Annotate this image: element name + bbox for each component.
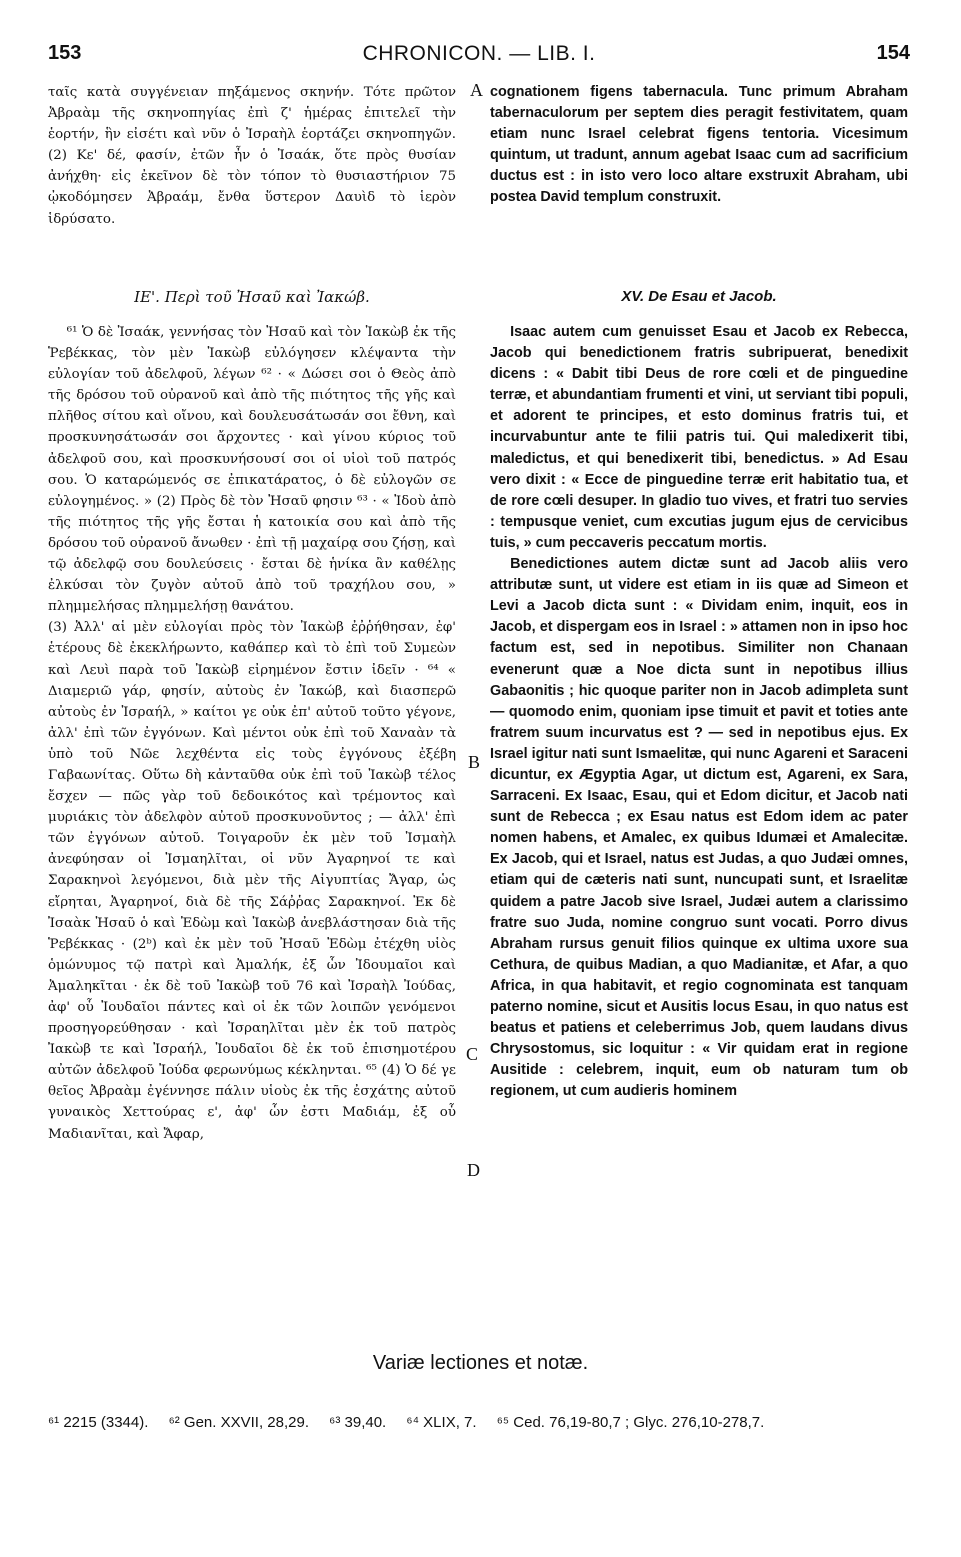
margin-letter-a: A [470, 80, 483, 100]
note-item: ⁶¹ 2215 (3344). [48, 1414, 149, 1431]
greek-column-main [48, 322, 456, 1145]
greek-paragraph: (3) Ἀλλ' αἱ μὲν εὐλογίαι πρὸς τὸν Ἰακὼβ ἐῤῥήθησαν, ἐφ' ἑτέρους δὲ ἐκεκλήρωντο, καθάπερ καὶ τὸ ἐπὶ τοῦ Συμεὼν καὶ Λευὶ παρὰ τοῦ Ἰακὼβ εἰρημένον ἔστιν ἰδεῖν · ⁶⁴ « Διαμεριῶ γάρ, φησίν, αὐτοὺς ἐν Ἰακώβ, καὶ διασπερῶ αὐτοὺς ἐν Ἰσραήλ, » καίτοι γε οὐκ ἐπ' αὐτοῦ τοῦτο γέγονε, ἀλλ' ἐπὶ τῶν ἐγγόνων. Καὶ μέντοι οὐκ ἐπὶ τοῦ Χαναὰν τὰ ὑπὸ τοῦ Νῶε λεχθέντα εἰς τοὺς ἐγγόνους ἐξέβη Γαβαωνίτας. Οὕτω δὴ κἀνταῦθα οὐκ ἐπὶ τοῦ Ἰακὼβ τέλος ἔσχεν — πῶς γὰρ τοῦ δεδοικότος καὶ τρέμοντος καὶ μυριάκις τὸν ἀδελφὸν αὐτοῦ προσκυνοῦντος ; — ἀλλ' ἐπὶ τῶν ἐγγόνων αὐτοῦ. Τοιγαροῦν ἐκ μὲν τοῦ Ἰσμαὴλ ἀνεφύησαν οἱ Ἰσμαηλῖται, οἱ νῦν Ἀγαρηνοί τε καὶ Σαρακηνοὶ λεγόμενοι, διὰ μὲν τῆς Αἰγυπτίας Ἄγαρ, ὡς εἴρηται, Ἀγαρηνοί, διὰ δὲ τῆς Σάῤῥας Σαρακηνοί. Ἐκ δὲ Ἰσαὰκ Ἠσαῦ ὁ καὶ Ἐδὼμ καὶ Ἰακὼβ ἀνεβλάστησαν διὰ τῆς Ῥεβέκκας · (2ᵇ) καὶ ἐκ μὲν τοῦ Ἠσαῦ Ἐδὼμ ἐτέχθη υἱὸς ὁμώνυμος τῷ πατρὶ καὶ Ἀμαλήκ, ἐξ ὧν Ἰδουμαῖοι καὶ Ἀμαληκῖται · ἐκ δὲ τοῦ Ἰακὼβ τοῦ 76 καὶ Ἰσραὴλ Ἰούδας, ἀφ' οὗ Ἰουδαῖοι πάντες καὶ οἱ ἐκ τῶν λοιπῶν γενόμενοι προσηγορεύθησαν · καὶ Ἰσραηλῖται μὲν ἐκ τοῦ πατρὸς Ἰακὼβ τε καὶ Ἰσραήλ, Ἰουδαῖοι δὲ ἐκ τοῦ ἐπισημοτέρου αὐτῶν ἀδελφοῦ Ἰούδα φερωνύμως κέκληνται. ⁶⁵ (4) Ὁ δέ γε θεῖος Ἀβραὰμ ἐγέννησε πάλιν υἱοὺς ἐκ τῆς ἐσχάτης αὐτοῦ γυναικὸς Χεττούρας ε', ἀφ' ὧν ἐστι Μαδιάμ, ἐξ οὗ Μαδιανῖται, καὶ Ἄφαρ, [48, 620, 456, 1142]
margin-letter-b: B [468, 752, 481, 772]
notes-block [48, 1412, 910, 1434]
latin-paragraph: Benedictiones autem dictæ sunt ad Jacob aliis vero attributæ sunt, ut videre est etiam in iis quæ ad Simeon et Levi a Jacob dicta sunt : « Dividam enim, inquit, eos in Jacob, et dispergam eos in Israel : » attamen non in ipso hoc factum est, sed in nepotibus. Similiter non Chanaan evenerunt quæ a Noe dicta sunt in nepotibus illius Gabaonitis ; hic quoque pariter non in Jacob adimpleta sunt — quomodo enim, quoniam ipse timuit et pavit et toties ante fratrem suum incurvatus est ? — sed in nepotibus ejus. Ex Israel igitur nati sunt Ismaelitæ, qui nunc Agareni et Saraceni dicuntur, ex Ægyptia Agar, ut dictum est, Agareni, ex Sara, Sarraceni. Ex Isaac, Esau, qui et Edom dicitur, et Jacob nati sunt de Rebecca ; ex Esau natus est Edom idem ac pater nomen habens, et Amalec, ex quibus Idumæi et Amalecitæ. Ex Jacob, qui et Israel, natus est Judas, a quo Judæi omnes, etiam qui de cæteris nati sunt, nuncupati sunt, et Israelitæ quidem a patre Jacob sive Israel, Judæi autem a clarissimo fratre suo Juda, nomine congruo sunt vocati. Porro divus Abraham rursus genuit filios quinque ex ultima uxore sua Cethura, de quibus Madian, a quo Madianitæ, et Afar, a quo Africa, in qua habitavit, et regio cognominata est tanquam paterno nomine, sicut et Ausitis locus Esau, in quo natus est beatus et patiens et celeberrimus Job, quem laudans divus Chrysostomus, sic loquitur : « Vir quidam erat in regione Ausitide : celebrem, inquit, eum ob naturam tum ob regionem, ut cum audieris hominem [490, 556, 908, 1100]
latin-column-main [490, 322, 908, 1102]
page-number-right: 154 [876, 42, 910, 64]
note-item: ⁶⁵ Ced. 76,19-80,7 ; Glyc. 276,10-278,7. [496, 1414, 765, 1431]
latin-paragraph: Isaac autem cum genuisset Esau et Jacob ex Rebecca, Jacob qui benedictionem fratris subripuerat, benedixit dicens : « Dabit tibi Deus de rore cœli et de pinguedine terræ, et abundantiam frumenti et vini, ut serviant tibi populi, et adorent te principes, et esto dominus fratris tui, et incurvabuntur ante te filii patris tui. Qui maledixerit tibi, maledictus, et qui benedixerit tibi, benedictus. » Ad Esau vero dixit : « Ecce de pinguedine terræ erit habitatio tua, et de rore cœli desuper. In gladio tuo vives, et fratri tuo servies : tempusque veniet, cum excutias jugum ejus de cervicibus tuis, » cum peccaveris peccatum mortis. [490, 324, 908, 551]
note-item: ⁶⁴ XLIX, 7. [406, 1414, 477, 1431]
page-number-left: 153 [48, 42, 82, 64]
section-heading-latin: XV. De Esau et Jacob. [621, 288, 777, 305]
greek-column-top [48, 82, 456, 230]
margin-letter-d: D [467, 1160, 480, 1180]
notes-heading: Variæ lectiones et notæ. [372, 1352, 589, 1374]
running-title: CHRONICON. — LIB. I. [362, 42, 596, 65]
greek-paragraph: ταῖς κατὰ συγγένειαν πηξάμενος σκηνήν. Τότε πρῶτον Ἀβραὰμ τῆς σκηνοπηγίας ἐπὶ ζ' ἡμέρας ἐπιτελεῖ τὴν ἑορτήν, ἣν εἰσέτι καὶ νῦν ὁ Ἰσραὴλ ἑορτάζει σκηνοπηγῶν. (2) Κε' δέ, φασίν, ἐτῶν ἦν ὁ Ἰσαάκ, ὅτε πρὸς θυσίαν ἀνήχθη· εἰς ἐκεῖνον δὲ τὸν τόπον τὸ θυσιαστήριον 75 ᾠκοδόμησεν Ἀβραάμ, ἔνθα ὕστερον Δαυὶδ τὸ ἱερὸν ἱδρύσατο. [48, 85, 456, 227]
running-header [48, 42, 910, 72]
margin-letter-c: C [466, 1044, 479, 1064]
greek-paragraph: ⁶¹ Ὁ δὲ Ἰσαάκ, γεννήσας τὸν Ἠσαῦ καὶ τὸν Ἰακὼβ ἐκ τῆς Ῥεβέκκας, τὸν μὲν Ἰακὼβ εὐλόγησεν κλέψαντα τὴν εὐλογίαν τοῦ ἀδελφοῦ, λέγων ⁶² · « Δώσει σοι ὁ Θεὸς ἀπὸ τῆς δρόσου τοῦ οὐρανοῦ καὶ ἀπὸ τῆς πιότητος τῆς γῆς καὶ πλῆθος σίτου καὶ οἴνου, καὶ δουλευσάτωσάν σοι ἔθνη, καὶ προσκυνησάτωσάν σοι ἄρχοντες · καὶ γίνου κύριος τοῦ ἀδελφοῦ σου, καὶ προσκυνήσουσί σοι οἱ υἱοὶ τοῦ πατρός σου. Ὁ καταρώμενός σε ἐπικατάρατος, ὁ δὲ εὐλογῶν σε εὐλογημένος. » (2) Πρὸς δὲ τὸν Ἠσαῦ φησιν ⁶³ · « Ἰδοὺ ἀπὸ τῆς πιότητος τῆς γῆς ἔσται ἡ κατοικία σου καὶ ἀπὸ τῆς δρόσου τοῦ οὐρανοῦ ἄνωθεν · ἐπὶ τῇ μαχαίρᾳ σου ζήσῃ, καὶ τῷ ἀδελφῷ σου δουλεύσεις · ἔσται δὲ ἡνίκα ἂν καθέλῃς ἐλκύσαι τὸν ζυγὸν αὐτοῦ ἀπὸ τοῦ τραχήλου σου, » πλημμελήσας πλημμελήσῃ θανάτου. [48, 325, 456, 615]
section-heading-greek: ΙΕ'. Περὶ τοῦ Ἠσαῦ καὶ Ἰακώβ. [134, 288, 370, 306]
latin-paragraph: cognationem figens tabernacula. Tunc primum Abraham tabernaculorum per septem dies peragit festivitatem, quam etiam nunc Israel celebrat figens tentoria. Vicesimum quintum, ut tradunt, annum agebat Isaac cum ad sacrificium ductus est : in isto vero loco altare exstruxit Abraham, ubi postea David templum construxit. [490, 84, 908, 206]
note-item: ⁶³ 39,40. [329, 1414, 387, 1431]
latin-column-top [490, 82, 908, 209]
note-item: ⁶² Gen. XXVII, 28,29. [168, 1414, 309, 1431]
